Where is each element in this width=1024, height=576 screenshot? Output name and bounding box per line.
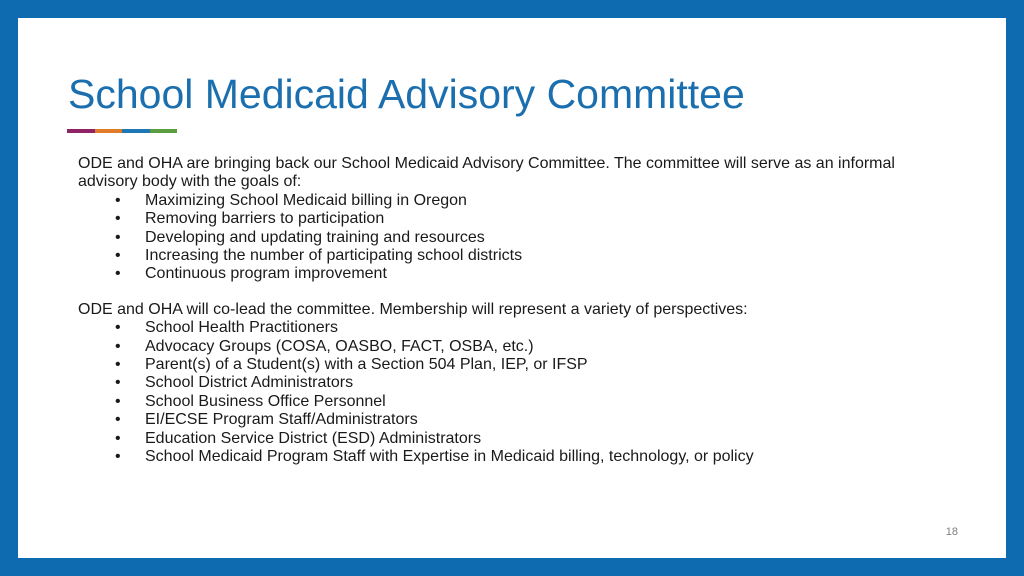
slide-title: School Medicaid Advisory Committee [68,71,745,117]
member-item [78,338,958,356]
membership-paragraph: ODE and OHA will co-lead the committee. Membership will represent a variety of perspectives: [78,300,748,318]
goals-list [78,192,958,284]
accent-segment [67,129,95,133]
member-item [78,411,958,429]
goal-text: Developing and updating training and resources [145,228,485,246]
goal-item [78,265,958,283]
member-item [78,374,958,392]
bullet-icon: • [115,448,121,466]
bullet-icon: • [115,374,121,392]
member-text: EI/ECSE Program Staff/Administrators [145,411,418,429]
bullet-icon: • [115,392,121,410]
bullet-icon: • [115,337,121,355]
member-text: School District Administrators [145,374,354,392]
slide-body [78,155,958,467]
goal-text: Continuous program improvement [145,265,387,283]
slide-canvas [18,18,1006,558]
member-text: Education Service District (ESD) Administrators [145,429,482,447]
goal-item [78,210,958,228]
member-text: Advocacy Groups (COSA, OASBO, FACT, OSBA, etc.) [145,337,534,355]
accent-segment [95,129,123,133]
member-item [78,319,958,337]
goal-text: Increasing the number of participating school districts [145,247,523,265]
bullet-icon: • [115,319,121,337]
accent-segment [122,129,150,133]
member-item [78,448,958,466]
member-text: School Medicaid Program Staff with Expertise in Medicaid billing, technology, or policy [145,448,754,466]
goal-text: Removing barriers to participation [145,210,385,228]
member-text: School Health Practitioners [145,319,338,337]
bullet-icon: • [115,411,121,429]
bullet-icon: • [115,265,121,283]
member-text: School Business Office Personnel [145,392,386,410]
member-item [78,356,958,374]
goal-text: Maximizing School Medicaid billing in Oregon [145,191,467,209]
accent-segment [150,129,178,133]
paragraph-spacer [78,284,958,301]
title-accent-bar [67,129,177,133]
member-text: Parent(s) of a Student(s) with a Section 504 Plan, IEP, or IFSP [145,356,588,374]
member-item [78,430,958,448]
bullet-icon: • [115,191,121,209]
bullet-icon: • [115,210,121,228]
page-number: 18 [945,526,958,538]
bullet-icon: • [115,429,121,447]
goal-item [78,192,958,210]
intro-paragraph: ODE and OHA are bringing back our School Medicaid Advisory Committee. The committee will serve as an informal advisory body with the goals of: [78,155,895,191]
goal-item [78,229,958,247]
bullet-icon: • [115,356,121,374]
goal-item [78,247,958,265]
members-list [78,319,958,466]
bullet-icon: • [115,247,121,265]
bullet-icon: • [115,228,121,246]
member-item [78,393,958,411]
